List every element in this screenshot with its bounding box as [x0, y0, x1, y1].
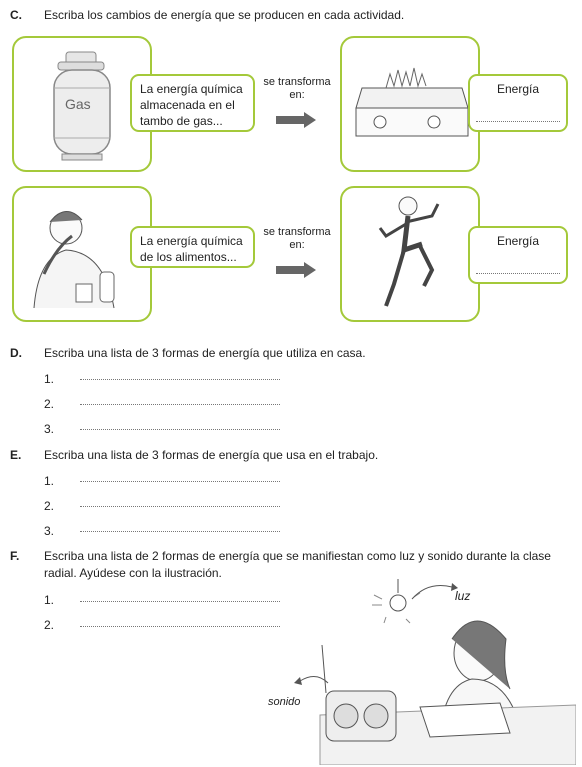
row1-answer-line[interactable] [476, 120, 560, 122]
section-f-instruction: Escriba una lista de 2 formas de energía que se manifiestan como luz y sonido durante la clase radial. Ayúdese con la ilustración. [44, 549, 551, 580]
row2-source-text: La energía química de los alimentos... [130, 226, 255, 268]
f-item-1-number: 1. [44, 593, 55, 607]
f-item-1-line[interactable] [80, 600, 280, 602]
radio-class-illustration [260, 575, 576, 765]
sonido-label: sonido [268, 696, 301, 708]
e-item-1-number: 1. [44, 474, 55, 488]
d-item-1-number: 1. [44, 372, 55, 386]
d-item-2-number: 2. [44, 397, 55, 411]
runner-illustration [342, 188, 478, 320]
f-item-2-number: 2. [44, 618, 55, 632]
e-item-2-line[interactable] [80, 505, 280, 507]
row2-result-box[interactable] [468, 226, 568, 284]
row1-arrow-icon [276, 112, 320, 128]
gas-label: Gas [65, 96, 91, 112]
section-e-letter: E. [10, 448, 22, 462]
row2-arrow-icon [276, 262, 320, 278]
runner-image-box [340, 186, 480, 322]
e-item-3-line[interactable] [80, 530, 280, 532]
row2-answer-line[interactable] [476, 272, 560, 274]
e-item-2-number: 2. [44, 499, 55, 513]
row2-result-label: Energía [496, 234, 540, 248]
row1-transform-label: se transforma en: [263, 76, 331, 101]
d-item-2-line[interactable] [80, 403, 280, 405]
gas-stove-illustration [342, 38, 478, 170]
row2-transform-label: se transforma en: [263, 226, 331, 251]
d-item-3-number: 3. [44, 422, 55, 436]
section-d-letter: D. [10, 346, 22, 360]
f-item-2-line[interactable] [80, 625, 280, 627]
section-d-instruction: Escriba una lista de 3 formas de energía que utiliza en casa. [44, 346, 366, 360]
row1-source-text: La energía química almacenada en el tambo de gas... [130, 74, 255, 132]
section-f-letter: F. [10, 549, 20, 563]
row1-result-label: Energía [496, 82, 540, 96]
d-item-3-line[interactable] [80, 428, 280, 430]
row1-result-box[interactable] [468, 74, 568, 132]
luz-label: luz [455, 589, 471, 603]
section-e-instruction: Escriba una lista de 3 formas de energía que usa en el trabajo. [44, 448, 379, 462]
e-item-1-line[interactable] [80, 480, 280, 482]
section-c-letter: C. [10, 8, 22, 22]
section-c-instruction: Escriba los cambios de energía que se producen en cada actividad. [44, 8, 405, 22]
stove-image-box [340, 36, 480, 172]
d-item-1-line[interactable] [80, 378, 280, 380]
e-item-3-number: 3. [44, 524, 55, 538]
